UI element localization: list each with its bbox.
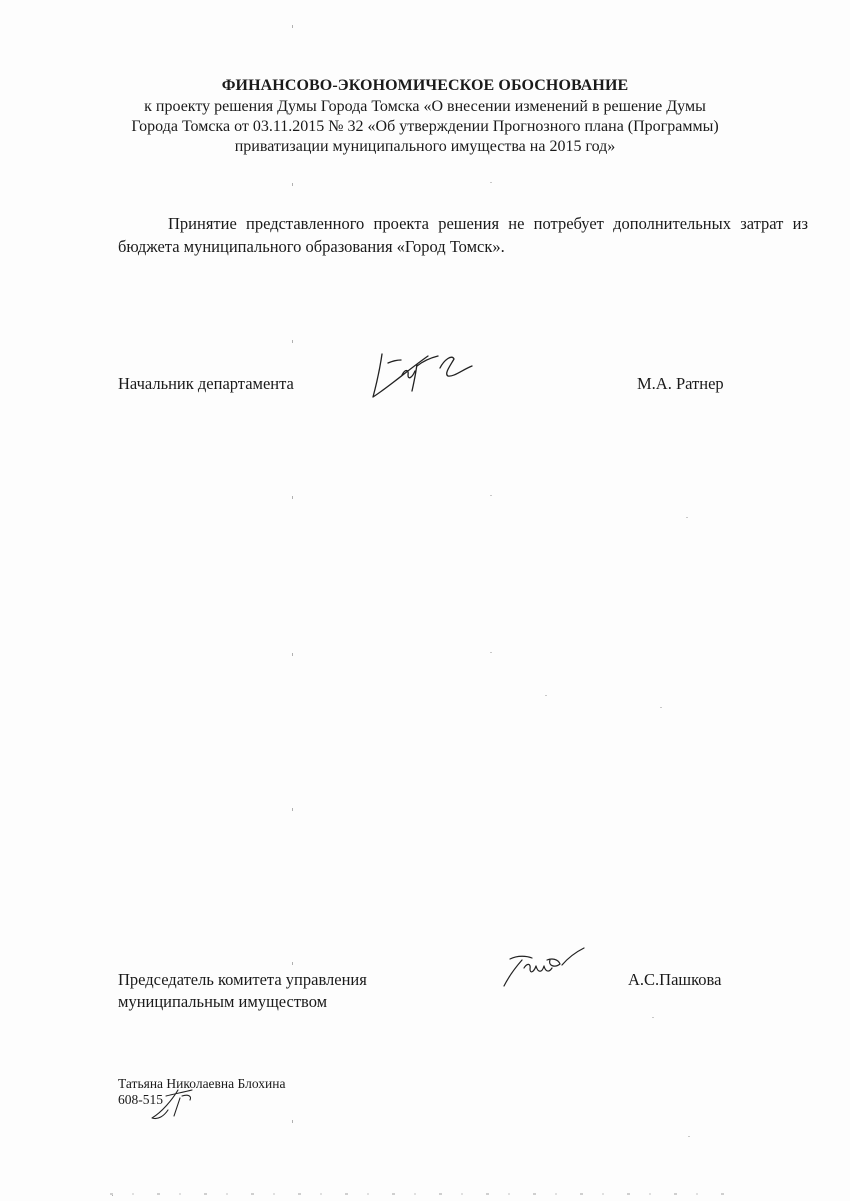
signer-2-position-line-1: Председатель комитета управления (118, 970, 367, 989)
document-subtitle-line-3: приватизации муниципального имущества на 2015 год» (234, 138, 616, 155)
executor-name: Татьяна Николаевна Блохина (118, 1076, 286, 1091)
scan-speck (490, 495, 492, 496)
body-paragraph: Принятие представленного проекта решения не потребует дополнительных затрат из бюджета муниципального образования «Город Томск». (118, 214, 808, 256)
scan-speck (292, 1120, 293, 1123)
scan-speck (688, 1136, 690, 1137)
executor-phone: 608-515 (118, 1092, 163, 1107)
scan-speck (652, 1017, 654, 1018)
document-subtitle-line-1: к проекту решения Думы Города Томска «О внесении изменений в решение Думы (144, 98, 706, 115)
scan-speck (490, 652, 492, 653)
signature-2-handwritten (500, 946, 592, 990)
scan-edge-noise (110, 1193, 730, 1195)
scan-speck (292, 808, 293, 811)
document-subtitle-line-2: Города Томска от 03.11.2015 № 32 «Об утверждении Прогнозного плана (Программы) (131, 118, 719, 135)
scan-speck (292, 340, 293, 343)
signer-1-position: Начальник департамента (118, 374, 294, 393)
scan-speck (292, 653, 293, 656)
scan-speck (292, 183, 293, 186)
signer-1-name: М.А. Ратнер (637, 374, 724, 393)
executor-initials-handwritten (148, 1086, 198, 1122)
signature-1-handwritten (368, 350, 478, 402)
scan-speck (292, 25, 293, 28)
scan-speck (490, 182, 492, 183)
scan-speck (545, 695, 547, 696)
scan-speck (292, 496, 293, 499)
scan-speck (660, 707, 662, 708)
scan-speck (292, 962, 293, 965)
signer-2-position-line-2: муниципальным имуществом (118, 992, 328, 1011)
signer-2-name: А.С.Пашкова (628, 970, 722, 989)
document-title: ФИНАНСОВО-ЭКОНОМИЧЕСКОЕ ОБОСНОВАНИЕ (221, 77, 629, 94)
scan-speck (686, 517, 688, 518)
